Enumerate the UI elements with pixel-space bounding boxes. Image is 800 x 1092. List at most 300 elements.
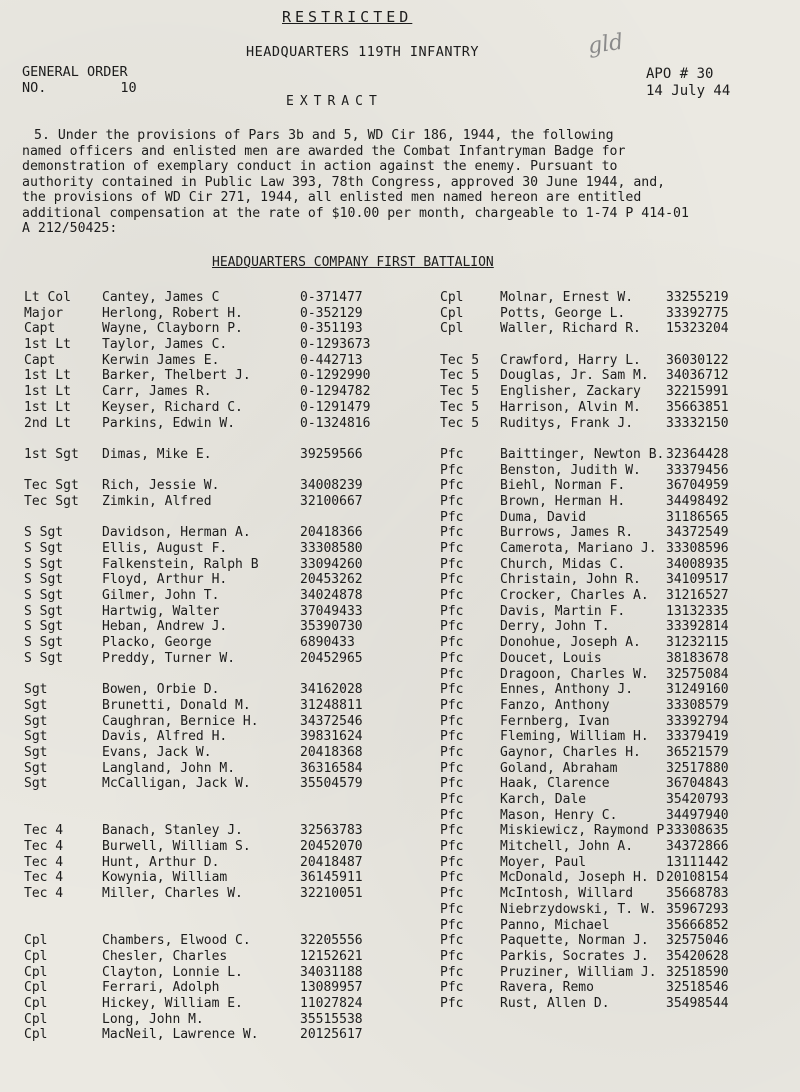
roster-serial-number: 33392775: [666, 305, 729, 321]
roster-name: Hunt, Arthur D.: [102, 854, 220, 870]
roster-serial-number: 34372546: [300, 713, 363, 729]
roster-row: [24, 1027, 424, 1043]
roster-rank: Tec 5: [440, 415, 480, 431]
roster-name: Taylor, James C.: [102, 337, 228, 353]
roster-rank: Pfc: [440, 525, 464, 541]
roster-serial-number: 34162028: [300, 682, 363, 698]
roster-spacer: [24, 808, 424, 824]
roster-name: Ennes, Anthony J.: [500, 682, 634, 698]
roster-row: [24, 651, 424, 667]
roster-row: [24, 588, 424, 604]
roster-row: [24, 1012, 424, 1028]
roster-row: [440, 588, 800, 604]
roster-rank: Tec 4: [24, 854, 64, 870]
order-number: 10: [120, 80, 137, 96]
roster-serial-number: 0-1291479: [300, 399, 371, 415]
roster-serial-number: 38183678: [666, 650, 729, 666]
roster-name: Zimkin, Alfred: [102, 493, 212, 509]
roster-serial-number: 15323204: [666, 321, 729, 337]
roster-row: [440, 619, 800, 635]
roster-serial-number: 20418487: [300, 854, 363, 870]
roster-serial-number: 32517880: [666, 760, 729, 776]
roster-name: Niebrzydowski, T. W.: [500, 901, 657, 917]
roster-serial-number: 35967293: [666, 901, 729, 917]
roster-serial-number: 33392814: [666, 619, 729, 635]
right-roster-column: [440, 290, 800, 1012]
roster-row: [440, 745, 800, 761]
roster-serial-number: 33308635: [666, 823, 729, 839]
order-label-line-1: GENERAL ORDER: [22, 64, 128, 80]
paragraph-line: A 212/50425:: [22, 221, 118, 236]
roster-row: [24, 729, 424, 745]
roster-serial-number: 32575084: [666, 666, 729, 682]
roster-rank: S Sgt: [24, 541, 64, 556]
roster-rank: Pfc: [440, 556, 464, 572]
roster-serial-number: 33308579: [666, 697, 729, 713]
roster-name: McCalligan, Jack W.: [102, 776, 251, 792]
roster-spacer: [24, 918, 424, 934]
roster-rank: S Sgt: [24, 650, 64, 666]
roster-serial-number: 34109517: [666, 572, 729, 588]
roster-rank: Major: [24, 305, 64, 321]
roster-rank: Pfc: [440, 635, 464, 651]
roster-row: [24, 635, 424, 651]
roster-row: [24, 494, 424, 510]
roster-rank: Cpl: [24, 980, 48, 996]
roster-rank: Sgt: [24, 744, 48, 760]
roster-name: Burwell, William S.: [102, 839, 251, 855]
roster-row: [440, 651, 800, 667]
roster-serial-number: 32575046: [666, 933, 729, 949]
roster-row: [440, 996, 800, 1012]
roster-serial-number: 0-442713: [300, 352, 363, 368]
roster-rank: Capt: [24, 321, 56, 337]
roster-rank: Pfc: [440, 682, 464, 698]
roster-serial-number: 31232115: [666, 635, 729, 651]
roster-serial-number: 11027824: [300, 995, 363, 1011]
roster-row: [440, 682, 800, 698]
roster-name: Dimas, Mike E.: [102, 446, 212, 462]
roster-rank: Cpl: [440, 290, 464, 305]
roster-rank: Pfc: [440, 572, 464, 588]
roster-rank: Sgt: [24, 776, 48, 792]
roster-serial-number: 34031188: [300, 964, 363, 980]
roster-rank: Pfc: [440, 650, 464, 666]
roster-spacer: [24, 792, 424, 808]
roster-name: Doucet, Louis: [500, 650, 602, 666]
roster-rank: Cpl: [440, 321, 464, 337]
roster-row: [440, 572, 800, 588]
roster-name: Benston, Judith W.: [500, 462, 641, 478]
roster-serial-number: 33332150: [666, 415, 729, 431]
roster-serial-number: 32518546: [666, 980, 729, 996]
roster-row: [24, 870, 424, 886]
roster-serial-number: 34372549: [666, 525, 729, 541]
roster-serial-number: 13089957: [300, 980, 363, 996]
roster-name: Parkins, Edwin W.: [102, 415, 236, 431]
roster-rank: Pfc: [440, 980, 464, 996]
roster-row: [440, 290, 800, 306]
roster-name: Caughran, Bernice H.: [102, 713, 259, 729]
roster-serial-number: 0-1324816: [300, 415, 371, 431]
roster-name: Davidson, Herman A.: [102, 525, 251, 541]
roster-row: [24, 353, 424, 369]
roster-name: Chambers, Elwood C.: [102, 933, 251, 949]
roster-name: Falkenstein, Ralph B: [102, 556, 259, 572]
roster-name: Bowen, Orbie D.: [102, 682, 220, 698]
roster-name: Douglas, Jr. Sam M.: [500, 368, 649, 384]
roster-row: [24, 855, 424, 871]
roster-row: [440, 965, 800, 981]
roster-name: Miller, Charles W.: [102, 886, 243, 902]
roster-row: [440, 949, 800, 965]
roster-name: Kerwin James E.: [102, 352, 220, 368]
roster-serial-number: 32518590: [666, 964, 729, 980]
roster-rank: S Sgt: [24, 635, 64, 651]
roster-name: Wayne, Clayborn P.: [102, 321, 243, 337]
roster-rank: Cpl: [24, 948, 48, 964]
roster-rank: 1st Lt: [24, 399, 71, 415]
roster-name: Miskiewicz, Raymond P.: [500, 823, 673, 839]
roster-name: Herlong, Robert H.: [102, 305, 243, 321]
roster-rank: Sgt: [24, 729, 48, 745]
roster-row: [24, 996, 424, 1012]
roster-serial-number: 36704959: [666, 478, 729, 494]
roster-rank: 2nd Lt: [24, 415, 71, 431]
roster-rank: 1st Lt: [24, 337, 71, 353]
roster-rank: Pfc: [440, 744, 464, 760]
section-title: HEADQUARTERS COMPANY FIRST BATTALION: [212, 255, 494, 270]
roster-row: [440, 635, 800, 651]
roster-name: Burrows, James R.: [500, 525, 634, 541]
roster-row: [24, 447, 424, 463]
roster-serial-number: 34498492: [666, 493, 729, 509]
roster-row: [440, 321, 800, 337]
apo-number: APO # 30: [646, 66, 714, 82]
roster-serial-number: 35420793: [666, 792, 729, 807]
left-roster-column: [24, 290, 424, 1043]
roster-row: [440, 463, 800, 479]
roster-rank: Pfc: [440, 917, 464, 933]
roster-name: Dragoon, Charles W.: [500, 666, 649, 682]
roster-name: Fleming, William H.: [500, 729, 649, 745]
roster-serial-number: 33094260: [300, 556, 363, 572]
roster-name: Molnar, Ernest W.: [500, 290, 634, 305]
roster-row: [440, 604, 800, 620]
roster-rank: Pfc: [440, 995, 464, 1011]
roster-serial-number: 33308596: [666, 541, 729, 556]
roster-rank: Pfc: [440, 792, 464, 807]
roster-rank: Capt: [24, 352, 56, 368]
roster-name: Potts, George L.: [500, 305, 626, 321]
roster-name: Church, Midas C.: [500, 556, 626, 572]
roster-spacer: [440, 337, 800, 353]
roster-rank: Pfc: [440, 886, 464, 902]
roster-name: Rust, Allen D.: [500, 995, 610, 1011]
roster-name: Preddy, Turner W.: [102, 650, 236, 666]
roster-name: MacNeil, Lawrence W.: [102, 1027, 259, 1043]
general-order-label: [22, 64, 137, 96]
roster-serial-number: 34008239: [300, 478, 363, 494]
roster-serial-number: 33308580: [300, 541, 363, 556]
roster-row: [24, 337, 424, 353]
extract-heading: EXTRACT: [286, 94, 383, 109]
roster-serial-number: 35420628: [666, 948, 729, 964]
roster-serial-number: 32563783: [300, 823, 363, 839]
roster-row: [440, 306, 800, 322]
roster-row: [24, 478, 424, 494]
roster-rank: Tec 4: [24, 839, 64, 855]
roster-name: Karch, Dale: [500, 792, 587, 807]
roster-rank: Tec 4: [24, 870, 64, 886]
roster-serial-number: 36145911: [300, 870, 363, 886]
roster-name: Harrison, Alvin M.: [500, 399, 641, 415]
roster-name: Derry, John T.: [500, 619, 610, 635]
roster-row: [440, 494, 800, 510]
roster-rank: Pfc: [440, 713, 464, 729]
roster-name: Long, John M.: [102, 1011, 204, 1027]
roster-rank: 1st Lt: [24, 384, 71, 400]
roster-row: [440, 870, 800, 886]
roster-rank: Cpl: [24, 1011, 48, 1027]
roster-name: Barker, Thelbert J.: [102, 368, 251, 384]
roster-name: Keyser, Richard C.: [102, 399, 243, 415]
roster-row: [24, 572, 424, 588]
roster-rank: Pfc: [440, 462, 464, 478]
roster-serial-number: 20453262: [300, 572, 363, 588]
roster-rank: Sgt: [24, 760, 48, 776]
roster-serial-number: 32100667: [300, 493, 363, 509]
paragraph-line: additional compensation at the rate of $10.00 per month, chargeable to 1-74 P 414-01: [22, 205, 689, 221]
roster-row: [440, 667, 800, 683]
roster-row: [440, 557, 800, 573]
roster-name: Ravera, Remo: [500, 980, 594, 996]
roster-serial-number: 33379456: [666, 462, 729, 478]
roster-serial-number: 20108154: [666, 870, 729, 886]
roster-name: Davis, Martin F.: [500, 603, 626, 619]
roster-serial-number: 34036712: [666, 368, 729, 384]
paragraph-line: authority contained in Public Law 393, 78th Congress, approved 30 June 1944, and,: [22, 174, 666, 190]
roster-rank: S Sgt: [24, 588, 64, 604]
roster-serial-number: 31216527: [666, 588, 729, 604]
roster-row: [24, 368, 424, 384]
roster-serial-number: 34008935: [666, 556, 729, 572]
roster-name: Brunetti, Donald M.: [102, 697, 251, 713]
roster-rank: Pfc: [440, 603, 464, 619]
roster-row: [440, 714, 800, 730]
roster-rank: Tec 5: [440, 384, 480, 400]
roster-serial-number: 37049433: [300, 603, 363, 619]
roster-serial-number: 20418366: [300, 525, 363, 541]
roster-serial-number: 0-351193: [300, 321, 363, 337]
roster-name: Fernberg, Ivan: [500, 713, 610, 729]
roster-serial-number: 34372866: [666, 839, 729, 855]
roster-rank: Pfc: [440, 948, 464, 964]
roster-serial-number: 0-371477: [300, 290, 363, 305]
roster-name: Goland, Abraham: [500, 760, 618, 776]
roster-rank: Cpl: [24, 995, 48, 1011]
roster-row: [440, 823, 800, 839]
roster-rank: Pfc: [440, 729, 464, 745]
roster-name: Placko, George: [102, 635, 212, 651]
roster-name: Fanzo, Anthony: [500, 697, 610, 713]
roster-rank: Pfc: [440, 588, 464, 604]
roster-name: Duma, David: [500, 509, 587, 525]
roster-name: Haak, Clarence: [500, 776, 610, 792]
roster-row: [440, 933, 800, 949]
roster-row: [24, 965, 424, 981]
roster-spacer: [24, 667, 424, 683]
roster-spacer: [24, 510, 424, 526]
roster-serial-number: 35668783: [666, 886, 729, 902]
roster-serial-number: 0-1293673: [300, 337, 371, 353]
roster-row: [440, 353, 800, 369]
roster-rank: Pfc: [440, 933, 464, 949]
roster-name: Ruditys, Frank J.: [500, 415, 634, 431]
roster-rank: Pfc: [440, 839, 464, 855]
roster-serial-number: 36316584: [300, 760, 363, 776]
paragraph-line: named officers and enlisted men are awarded the Combat Infantryman Badge for: [22, 143, 626, 159]
roster-row: [24, 761, 424, 777]
roster-name: Ferrari, Adolph: [102, 980, 220, 996]
roster-name: Mason, Henry C.: [500, 807, 618, 823]
roster-name: Floyd, Arthur H.: [102, 572, 228, 588]
roster-rank: Pfc: [440, 807, 464, 823]
roster-row: [24, 886, 424, 902]
roster-name: Crocker, Charles A.: [500, 588, 649, 604]
roster-serial-number: 0-352129: [300, 305, 363, 321]
roster-rank: Tec 4: [24, 823, 64, 839]
roster-name: Donohue, Joseph A.: [500, 635, 641, 651]
roster-name: Gaynor, Charles H.: [500, 744, 641, 760]
roster-serial-number: 0-1294782: [300, 384, 371, 400]
roster-serial-number: 35504579: [300, 776, 363, 792]
roster-serial-number: 20452965: [300, 650, 363, 666]
roster-name: Carr, James R.: [102, 384, 212, 400]
roster-row: [24, 682, 424, 698]
paragraph-line: the provisions of WD Cir 271, 1944, all enlisted men named hereon are entitled: [22, 190, 642, 205]
roster-rank: Cpl: [440, 305, 464, 321]
roster-rank: Pfc: [440, 478, 464, 494]
roster-row: [24, 823, 424, 839]
roster-rank: Pfc: [440, 760, 464, 776]
roster-rank: Tec 5: [440, 352, 480, 368]
roster-row: [440, 447, 800, 463]
roster-name: Hartwig, Walter: [102, 603, 220, 619]
roster-name: Davis, Alfred H.: [102, 729, 228, 745]
roster-row: [24, 321, 424, 337]
paragraph-line: 5. Under the provisions of Pars 3b and 5, WD Cir 186, 1944, the following: [34, 128, 614, 143]
roster-rank: Pfc: [440, 823, 464, 839]
classification-marking: RESTRICTED: [282, 8, 413, 26]
pencil-annotation: gld: [586, 29, 625, 60]
roster-rank: Tec Sgt: [24, 478, 79, 494]
roster-rank: Pfc: [440, 854, 464, 870]
roster-name: Kowynia, William: [102, 870, 228, 886]
roster-rank: Pfc: [440, 901, 464, 917]
roster-serial-number: 39831624: [300, 729, 363, 745]
roster-row: [24, 980, 424, 996]
roster-name: Rich, Jessie W.: [102, 478, 220, 494]
roster-serial-number: 35390730: [300, 619, 363, 635]
roster-serial-number: 32364428: [666, 446, 729, 462]
roster-rank: Pfc: [440, 666, 464, 682]
roster-name: Moyer, Paul: [500, 854, 587, 870]
roster-row: [24, 619, 424, 635]
roster-row: [440, 792, 800, 808]
roster-name: Panno, Michael: [500, 917, 610, 933]
roster-row: [24, 776, 424, 792]
roster-row: [440, 918, 800, 934]
roster-rank: S Sgt: [24, 619, 64, 635]
roster-row: [440, 729, 800, 745]
roster-row: [24, 290, 424, 306]
roster-row: [24, 698, 424, 714]
roster-serial-number: 20418368: [300, 744, 363, 760]
roster-row: [24, 839, 424, 855]
roster-row: [24, 714, 424, 730]
roster-name: Gilmer, John T.: [102, 588, 220, 604]
roster-row: [440, 886, 800, 902]
roster-name: Camerota, Mariano J.: [500, 541, 657, 556]
roster-rank: Cpl: [24, 964, 48, 980]
roster-rank: Pfc: [440, 509, 464, 525]
roster-serial-number: 13111442: [666, 854, 729, 870]
roster-serial-number: 32215991: [666, 384, 729, 400]
roster-row: [440, 510, 800, 526]
roster-serial-number: 33255219: [666, 290, 729, 305]
roster-serial-number: 34024878: [300, 588, 363, 604]
roster-row: [440, 368, 800, 384]
roster-serial-number: 33379419: [666, 729, 729, 745]
roster-rank: 1st Lt: [24, 368, 71, 384]
roster-serial-number: 36521579: [666, 744, 729, 760]
roster-name: Clayton, Lonnie L.: [102, 964, 243, 980]
roster-rank: Tec 4: [24, 886, 64, 902]
roster-rank: Pfc: [440, 964, 464, 980]
order-date: 14 July 44: [646, 83, 731, 99]
roster-row: [24, 400, 424, 416]
roster-row: [440, 902, 800, 918]
roster-serial-number: 39259566: [300, 446, 363, 462]
roster-row: [440, 980, 800, 996]
roster-rank: Pfc: [440, 619, 464, 635]
roster-serial-number: 0-1292990: [300, 368, 371, 384]
roster-row: [440, 839, 800, 855]
roster-rank: Pfc: [440, 446, 464, 462]
roster-serial-number: 35498544: [666, 995, 729, 1011]
roster-name: Cantey, James C: [102, 290, 220, 305]
roster-serial-number: 31249160: [666, 682, 729, 698]
roster-row: [24, 933, 424, 949]
roster-serial-number: 35666852: [666, 917, 729, 933]
roster-row: [440, 478, 800, 494]
roster-rank: Tec Sgt: [24, 493, 79, 509]
roster-row: [24, 416, 424, 432]
roster-row: [24, 525, 424, 541]
roster-name: Waller, Richard R.: [500, 321, 641, 337]
roster-serial-number: 36704843: [666, 776, 729, 792]
roster-spacer: [24, 463, 424, 479]
roster-name: Biehl, Norman F.: [500, 478, 626, 494]
roster-serial-number: 20452070: [300, 839, 363, 855]
roster-name: Christain, John R.: [500, 572, 641, 588]
roster-row: [24, 384, 424, 400]
roster-rank: S Sgt: [24, 556, 64, 572]
roster-serial-number: 31186565: [666, 509, 729, 525]
roster-name: McDonald, Joseph H. D.: [500, 870, 673, 886]
roster-rank: Sgt: [24, 697, 48, 713]
